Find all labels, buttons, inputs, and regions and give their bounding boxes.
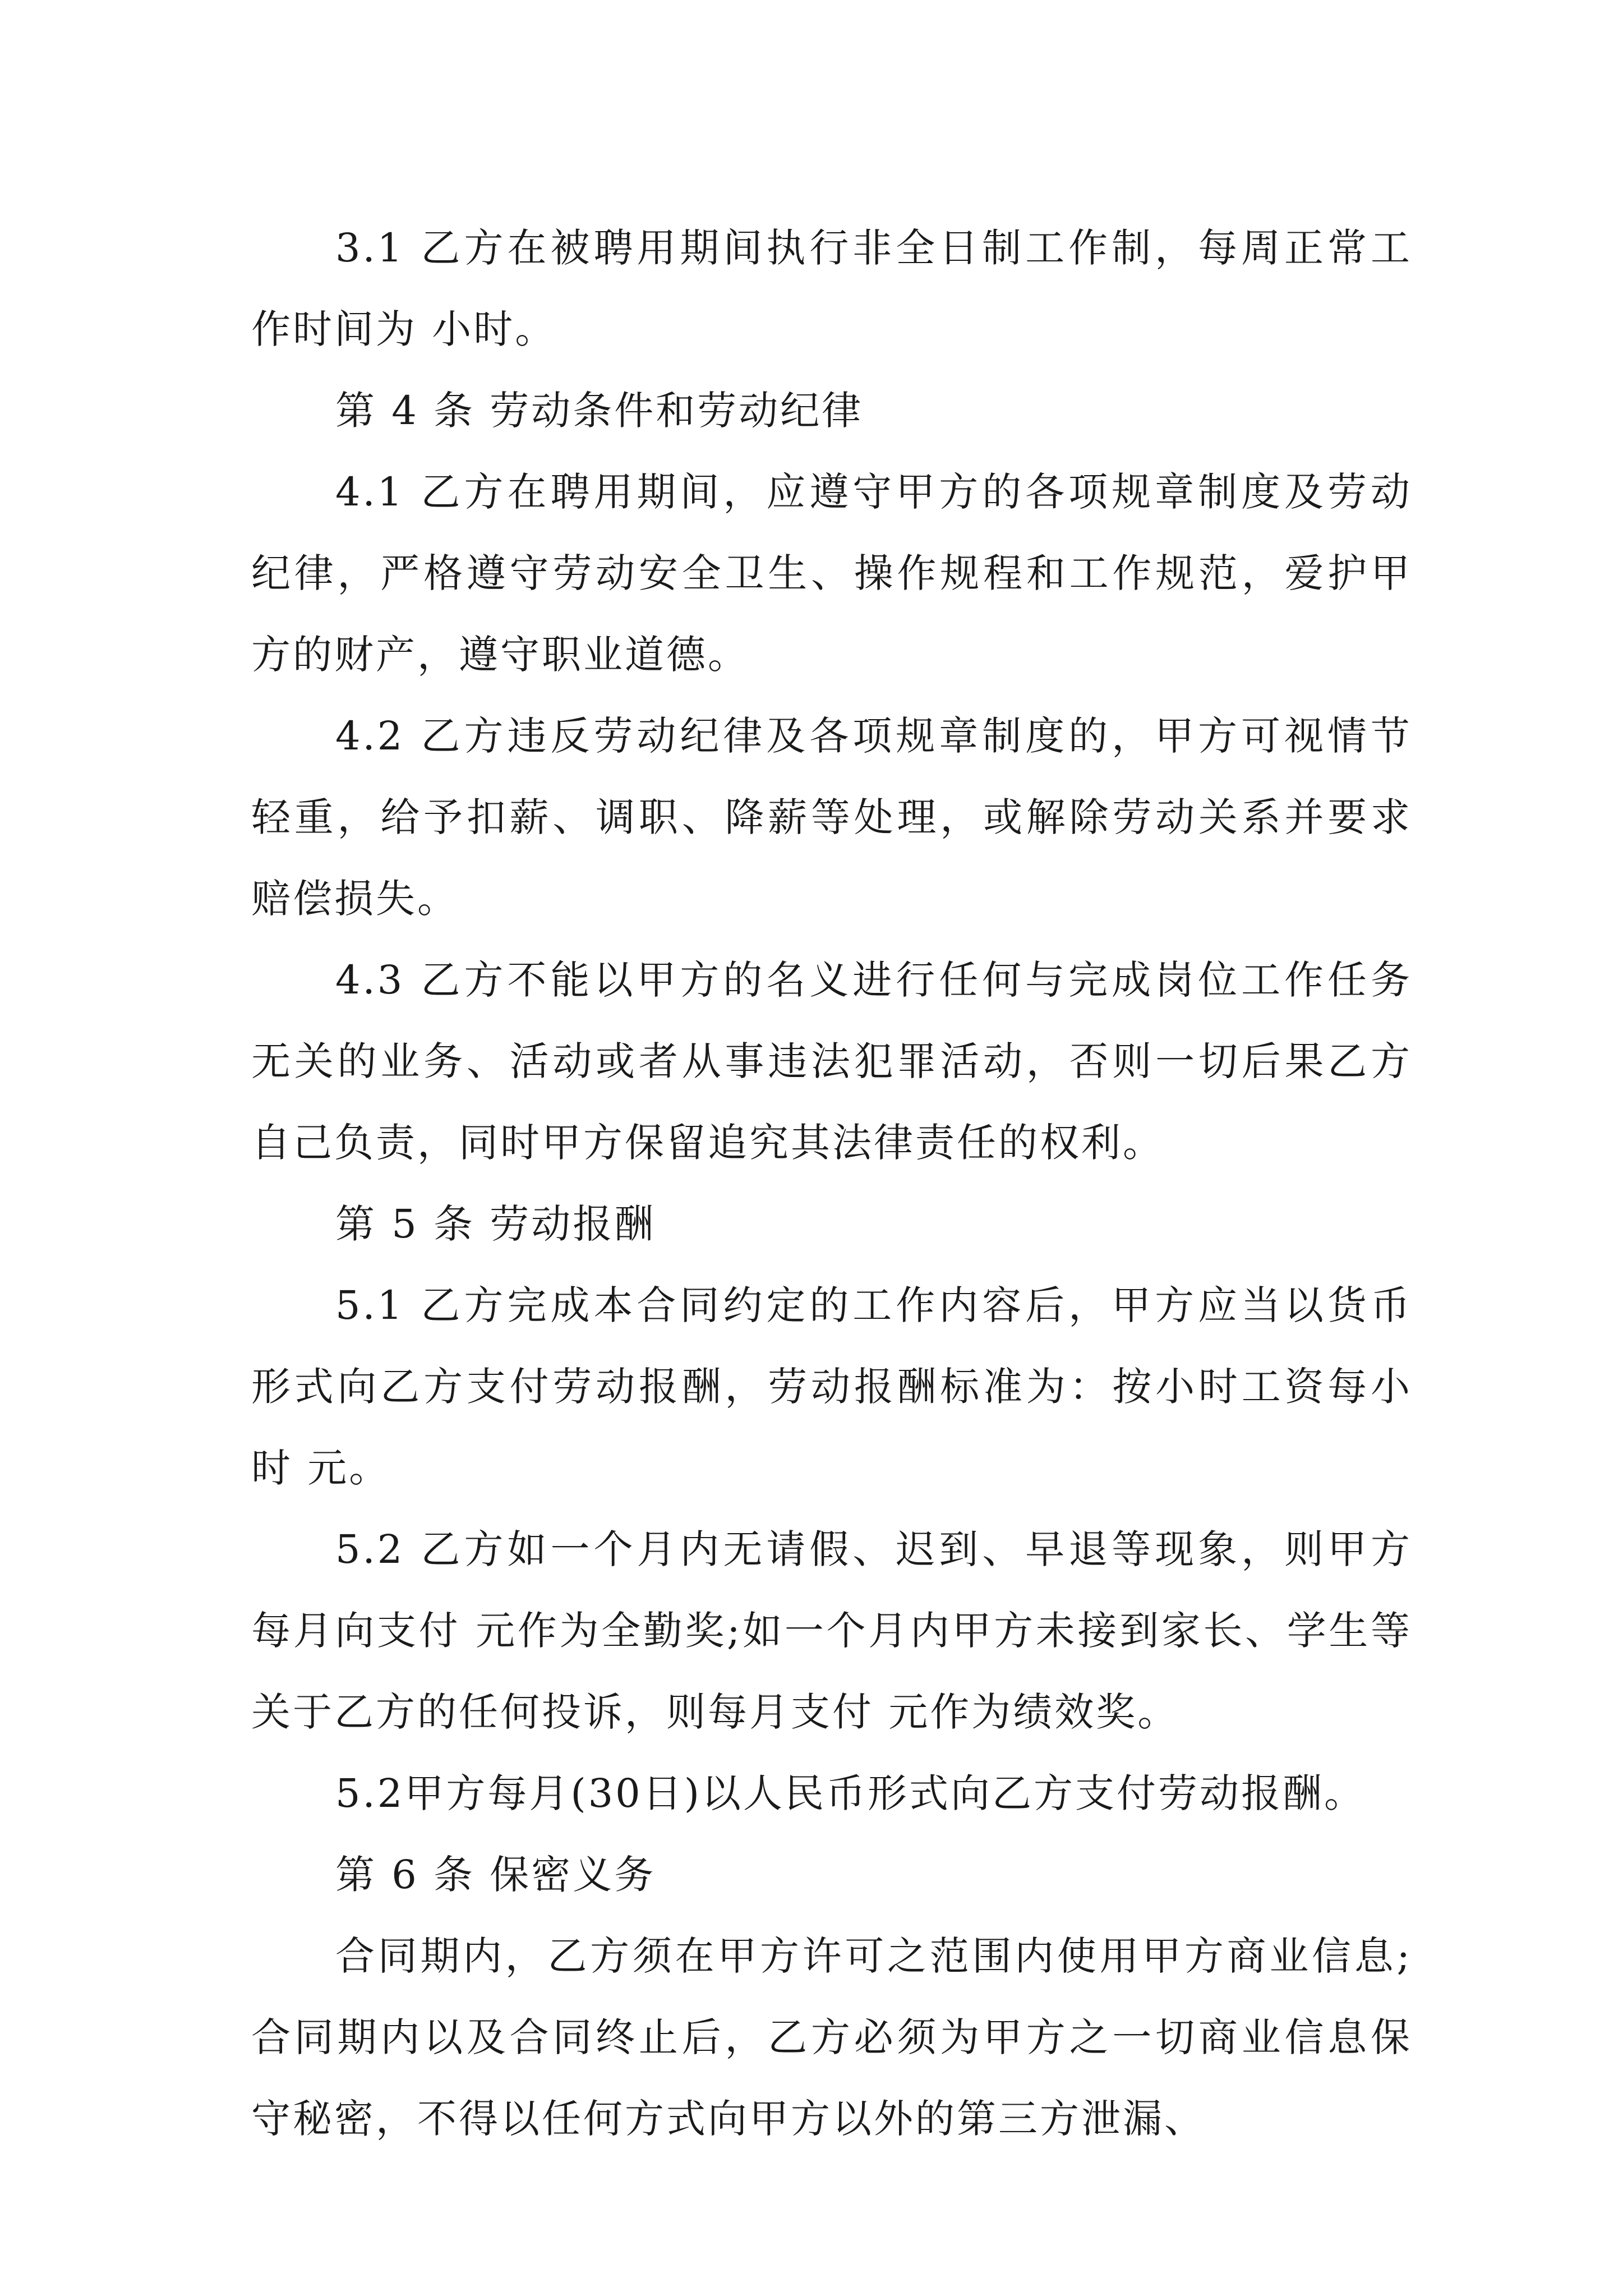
article-5-heading: 第 5 条 劳动报酬 <box>335 1201 656 1247</box>
clause-4-3: 4.3 乙方不能以甲方的名义进行任何与完成岗位工作任务无关的业务、活动或者从事违法犯罪活动，否则一切后果乙方自己负责，同时甲方保留追究其法律责任的权利。 <box>251 957 1412 1166</box>
clause-5-2-payment: 5.2甲方每月(30日)以人民币形式向乙方支付劳动报酬。 <box>335 1770 1366 1816</box>
clause-4-1: 4.1 乙方在聘用期间，应遵守甲方的各项规章制度及劳动纪律，严格遵守劳动安全卫生、操作规程和工作规范，爱护甲方的财产，遵守职业道德。 <box>251 469 1412 678</box>
clause-4-2: 4.2 乙方违反劳动纪律及各项规章制度的，甲方可视情节轻重，给予扣薪、调职、降薪等处理，或解除劳动关系并要求赔偿损失。 <box>251 713 1412 922</box>
clause-5-1: 5.1 乙方完成本合同约定的工作内容后，甲方应当以货币形式向乙方支付劳动报酬，劳动报酬标准为：按小时工资每小时 元。 <box>251 1282 1412 1491</box>
article-6-heading: 第 6 条 保密义务 <box>335 1852 656 1898</box>
clause-5-2-bonus: 5.2 乙方如一个月内无请假、迟到、早退等现象，则甲方每月向支付 元作为全勤奖;如一个月内甲方未接到家长、学生等关于乙方的任何投诉，则每月支付 元作为绩效奖。 <box>251 1526 1412 1735</box>
article-4-heading: 第 4 条 劳动条件和劳动纪律 <box>335 388 864 434</box>
confidentiality-paragraph: 合同期内，乙方须在甲方许可之范围内使用甲方商业信息;合同期内以及合同终止后，乙方必须为甲方之一切商业信息保守秘密，不得以任何方式向甲方以外的第三方泄漏、 <box>251 1933 1412 2142</box>
document-body <box>251 208 1412 2160</box>
clause-3-1: 3.1 乙方在被聘用期间执行非全日制工作制，每周正常工作时间为 小时。 <box>251 225 1412 352</box>
